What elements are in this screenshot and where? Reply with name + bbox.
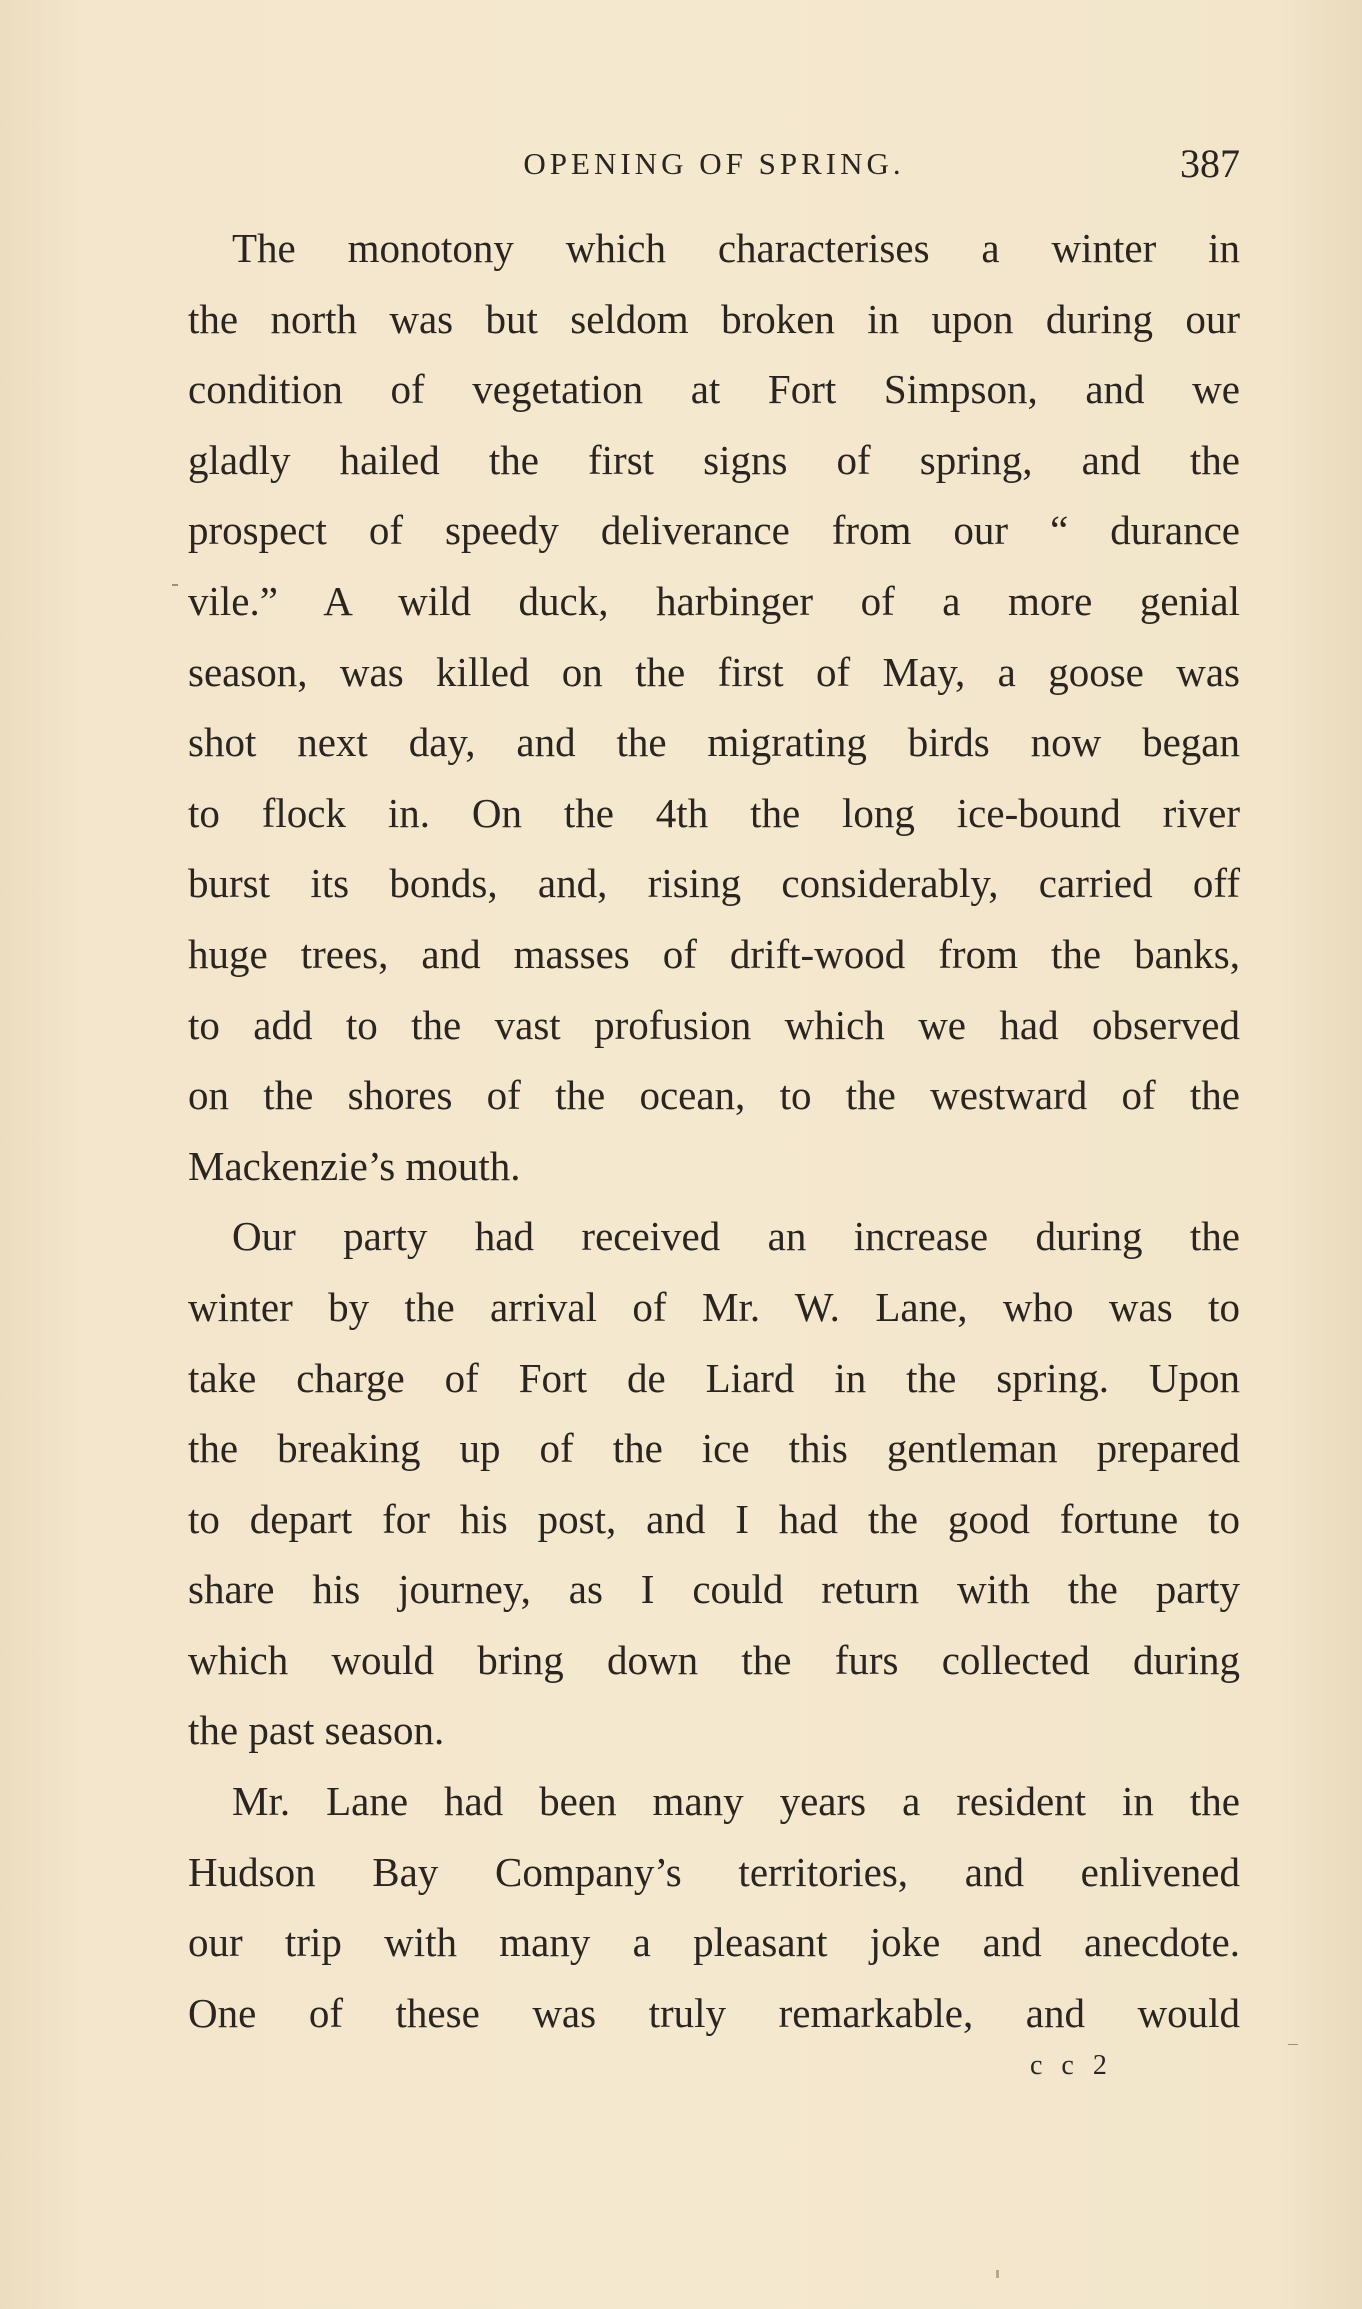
text-line: to add to the vast profusion which we had observed: [188, 1001, 1240, 1048]
text-line: prospect of speedy deliverance from our “ durance: [188, 507, 1240, 554]
text-line: burst its bonds, and, rising considerably, carried off: [188, 860, 1240, 907]
text-line: huge trees, and masses of drift-wood from the banks,: [188, 930, 1240, 977]
text-line: to flock in. On the 4th the long ice-bound river: [188, 789, 1240, 836]
margin-speck: [996, 2270, 999, 2278]
text-line: shot next day, and the migrating birds now began: [188, 719, 1240, 766]
text-line: the breaking up of the ice this gentleman prepared: [188, 1425, 1240, 1472]
running-title: OPENING OF SPRING.: [523, 146, 905, 181]
text-line: winter by the arrival of Mr. W. Lane, who was to: [188, 1283, 1240, 1330]
text-line: our trip with many a pleasant joke and anecdote.: [188, 1919, 1240, 1966]
text-line: vile.” A wild duck, harbinger of a more genial: [188, 577, 1240, 624]
text-line: share his journey, as I could return with the party: [188, 1566, 1240, 1613]
text-line: Mr. Lane had been many years a resident in the: [232, 1778, 1240, 1825]
text-line: to depart for his post, and I had the good fortune to: [188, 1495, 1240, 1542]
running-head: [188, 140, 1240, 190]
text-line: season, was killed on the first of May, a goose was: [188, 648, 1240, 695]
signature-mark: c c 2: [1030, 2050, 1113, 2081]
page-number: 387: [1180, 141, 1240, 186]
text-line: which would bring down the furs collected during: [188, 1636, 1240, 1683]
margin-speck: [172, 584, 178, 586]
text-line: the past season.: [188, 1707, 445, 1754]
text-line: gladly hailed the first signs of spring, and the: [188, 436, 1240, 483]
text-line: Hudson Bay Company’s territories, and enlivened: [188, 1848, 1240, 1895]
text-line: Our party had received an increase during the: [232, 1213, 1240, 1260]
margin-speck: [1288, 2044, 1298, 2045]
text-line: take charge of Fort de Liard in the spring. Upon: [188, 1354, 1240, 1401]
text-line: the north was but seldom broken in upon during our: [188, 295, 1240, 342]
text-line: The monotony which characterises a winter in: [232, 225, 1240, 271]
body-text: [188, 220, 1240, 2055]
text-line: condition of vegetation at Fort Simpson, and we: [188, 366, 1240, 413]
text-line: Mackenzie’s mouth.: [188, 1142, 521, 1189]
text-line: One of these was truly remarkable, and would: [188, 1989, 1240, 2036]
text-line: on the shores of the ocean, to the westward of the: [188, 1072, 1240, 1119]
